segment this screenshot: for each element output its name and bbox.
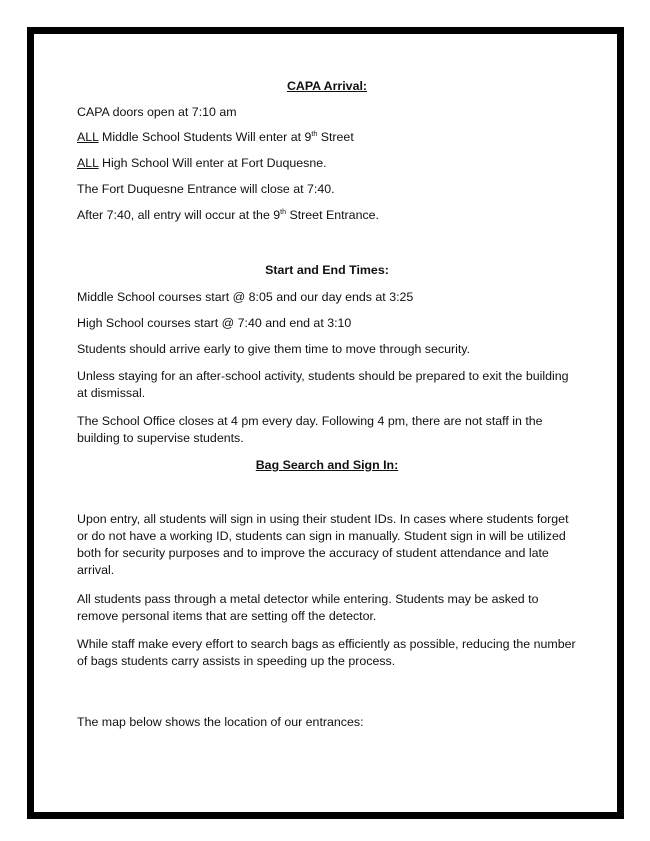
arrival-high-school: ALL High School Will enter at Fort Duquesne. <box>77 156 327 170</box>
bag-search-paragraph: While staff make every effort to search bags as efficiently as possible, reducing the number of bags students carry assists in speeding up the process. <box>77 637 576 668</box>
bag-metal-detector-paragraph: All students pass through a metal detector while entering. Students may be asked to remove personal items that are setting off the detector. <box>77 592 539 623</box>
times-middle-school: Middle School courses start @ 8:05 and our day ends at 3:25 <box>77 290 414 304</box>
arrival-after-740: After 7:40, all entry will occur at the 9th Street Entrance. <box>77 208 379 222</box>
map-intro: The map below shows the location of our entrances: <box>77 715 364 729</box>
arrival-middle-school: ALL Middle School Students Will enter at 9th Street <box>77 130 354 144</box>
bag-sign-in-paragraph: Upon entry, all students will sign in using their student IDs. In cases where students forget or do not have a working ID, students can sign in manually. Student sign in will be utilized both for security purposes and to improve the accuracy of student attendance and late arrival. <box>77 512 569 577</box>
times-dismissal: Unless staying for an after-school activity, students should be prepared to exit the building at dismissal. <box>77 369 569 400</box>
times-heading: Start and End Times: <box>265 263 389 277</box>
times-arrive-early: Students should arrive early to give them time to move through security. <box>77 342 471 356</box>
arrival-doors-open: CAPA doors open at 7:10 am <box>77 105 237 119</box>
arrival-heading: CAPA Arrival: <box>286 79 368 93</box>
times-office-closes: The School Office closes at 4 pm every day. Following 4 pm, there are not staff in the building to supervise students. <box>77 414 543 445</box>
times-high-school: High School courses start @ 7:40 and end at 3:10 <box>77 316 352 330</box>
bag-heading: Bag Search and Sign In: <box>255 458 399 472</box>
arrival-entrance-close: The Fort Duquesne Entrance will close at 7:40. <box>77 182 335 196</box>
